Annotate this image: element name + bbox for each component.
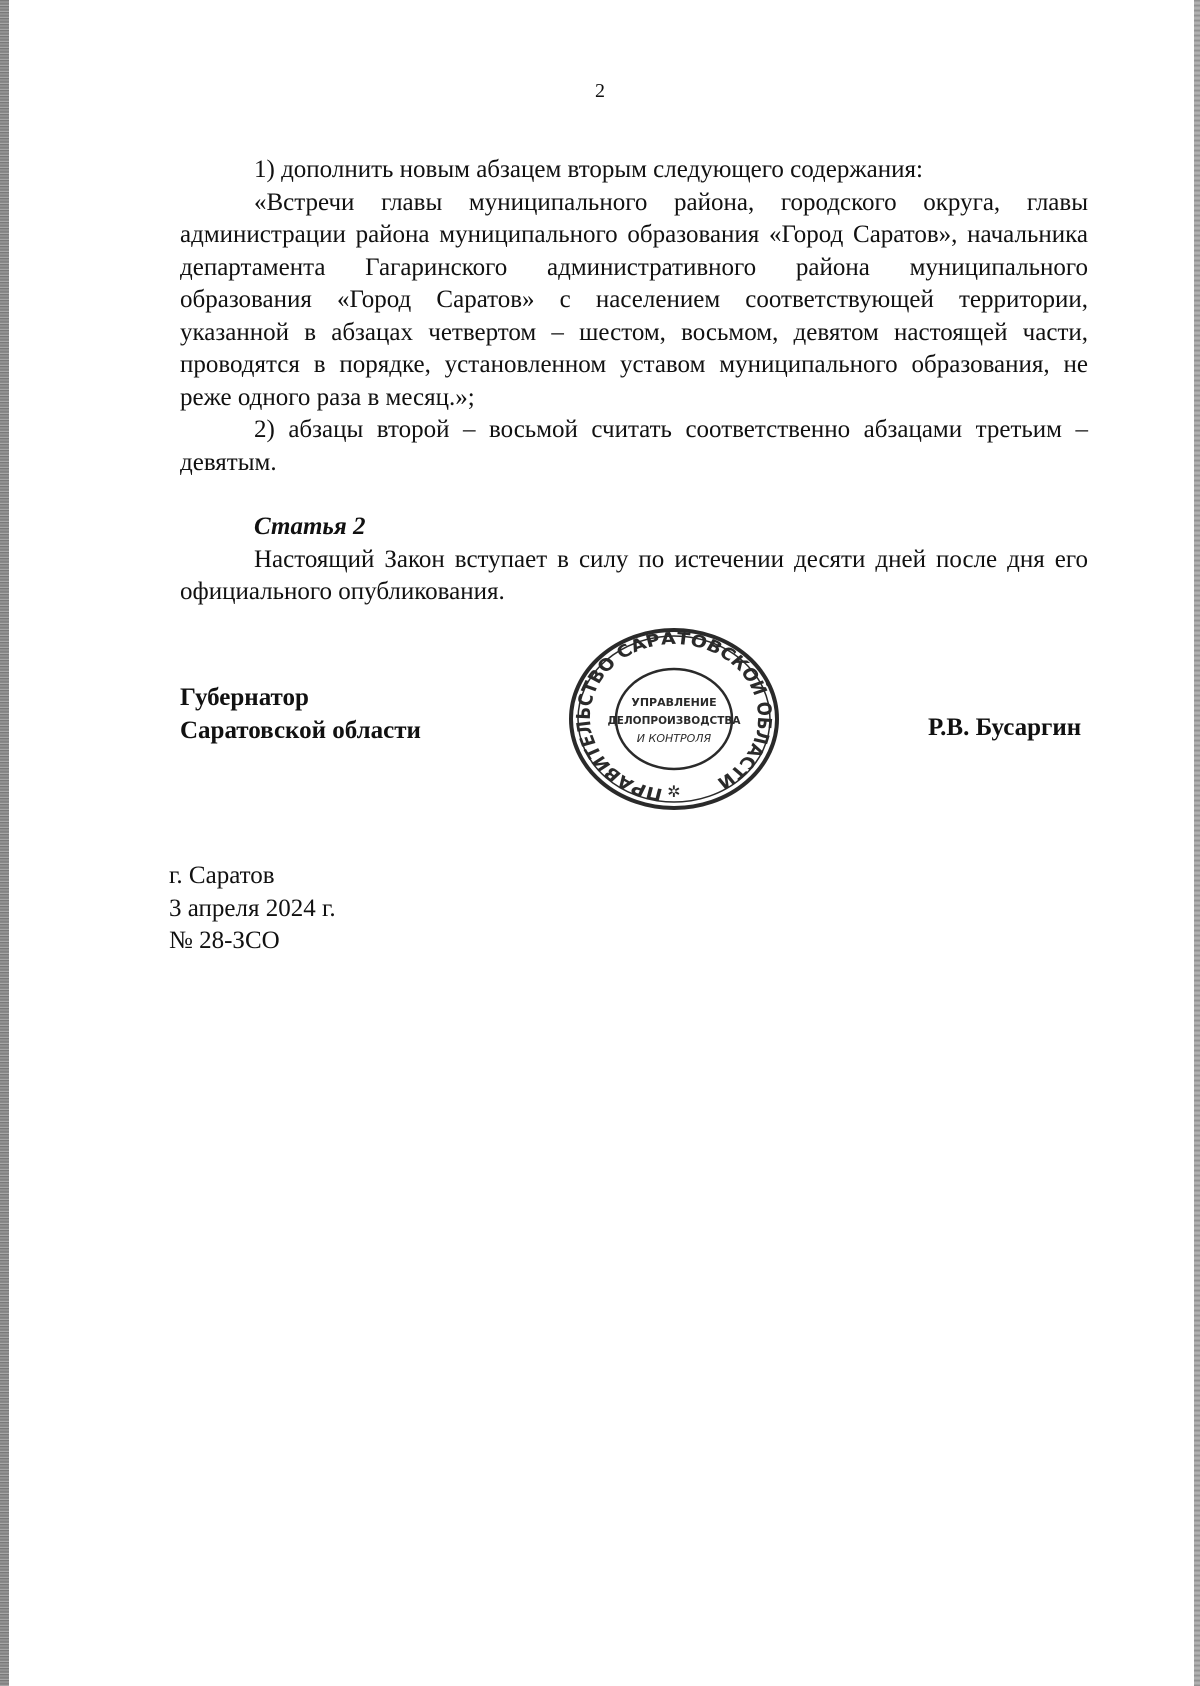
seal-asterisk-icon: ✲ [667,782,681,801]
signatory-title-line1: Губернатор [180,684,309,711]
document-body [180,154,1088,609]
seal-outer-text: ПРАВИТЕЛЬСТВО САРАТОВСКОЙ ОБЛАСТИ [572,629,776,804]
page-number: 2 [595,80,605,102]
article-text: Настоящий Закон вступает в силу по истечении десяти дней после дня его официального опубликования. [180,545,1088,605]
article-heading: Статья 2 [254,513,366,540]
scan-edge-right [1194,0,1200,1686]
official-seal [566,626,782,812]
document-footer [169,860,336,958]
footer-city: г. Саратов [169,862,275,889]
paragraph-quoted-text: «Встречи главы муниципального района, городского округа, главы администрации района муниципального образования «Город Саратов», начальника департамента Гагаринского административного района муниципального образования «Город Саратов» с населением соответствующей территории, указанной в абзацах четвертом – шестом, восьмом, девятом настоящей части, проводятся в порядке, установленном уставом муниципального образования, не реже одного раза в месяц.»; [180,188,1088,411]
paragraph-amendment-2: 2) абзацы второй – восьмой считать соответственно абзацами третьим – девятым. [180,416,1088,476]
seal-inner-line1: УПРАВЛЕНИЕ [631,696,717,709]
footer-number: № 28-ЗСО [169,927,280,954]
seal-inner-line2: ДЕЛОПРОИЗВОДСТВА [607,715,741,727]
signatory-title-line2: Саратовской области [180,717,421,744]
seal-inner-line3: И КОНТРОЛЯ [636,732,712,745]
signatory-name: Р.В. Бусаргин [928,714,1082,741]
scan-edge-left [0,0,9,1686]
paragraph-amendment-1: 1) дополнить новым абзацем вторым следующего содержания: [254,156,923,183]
footer-date: 3 апреля 2024 г. [169,894,336,922]
signatory-title [180,681,421,747]
